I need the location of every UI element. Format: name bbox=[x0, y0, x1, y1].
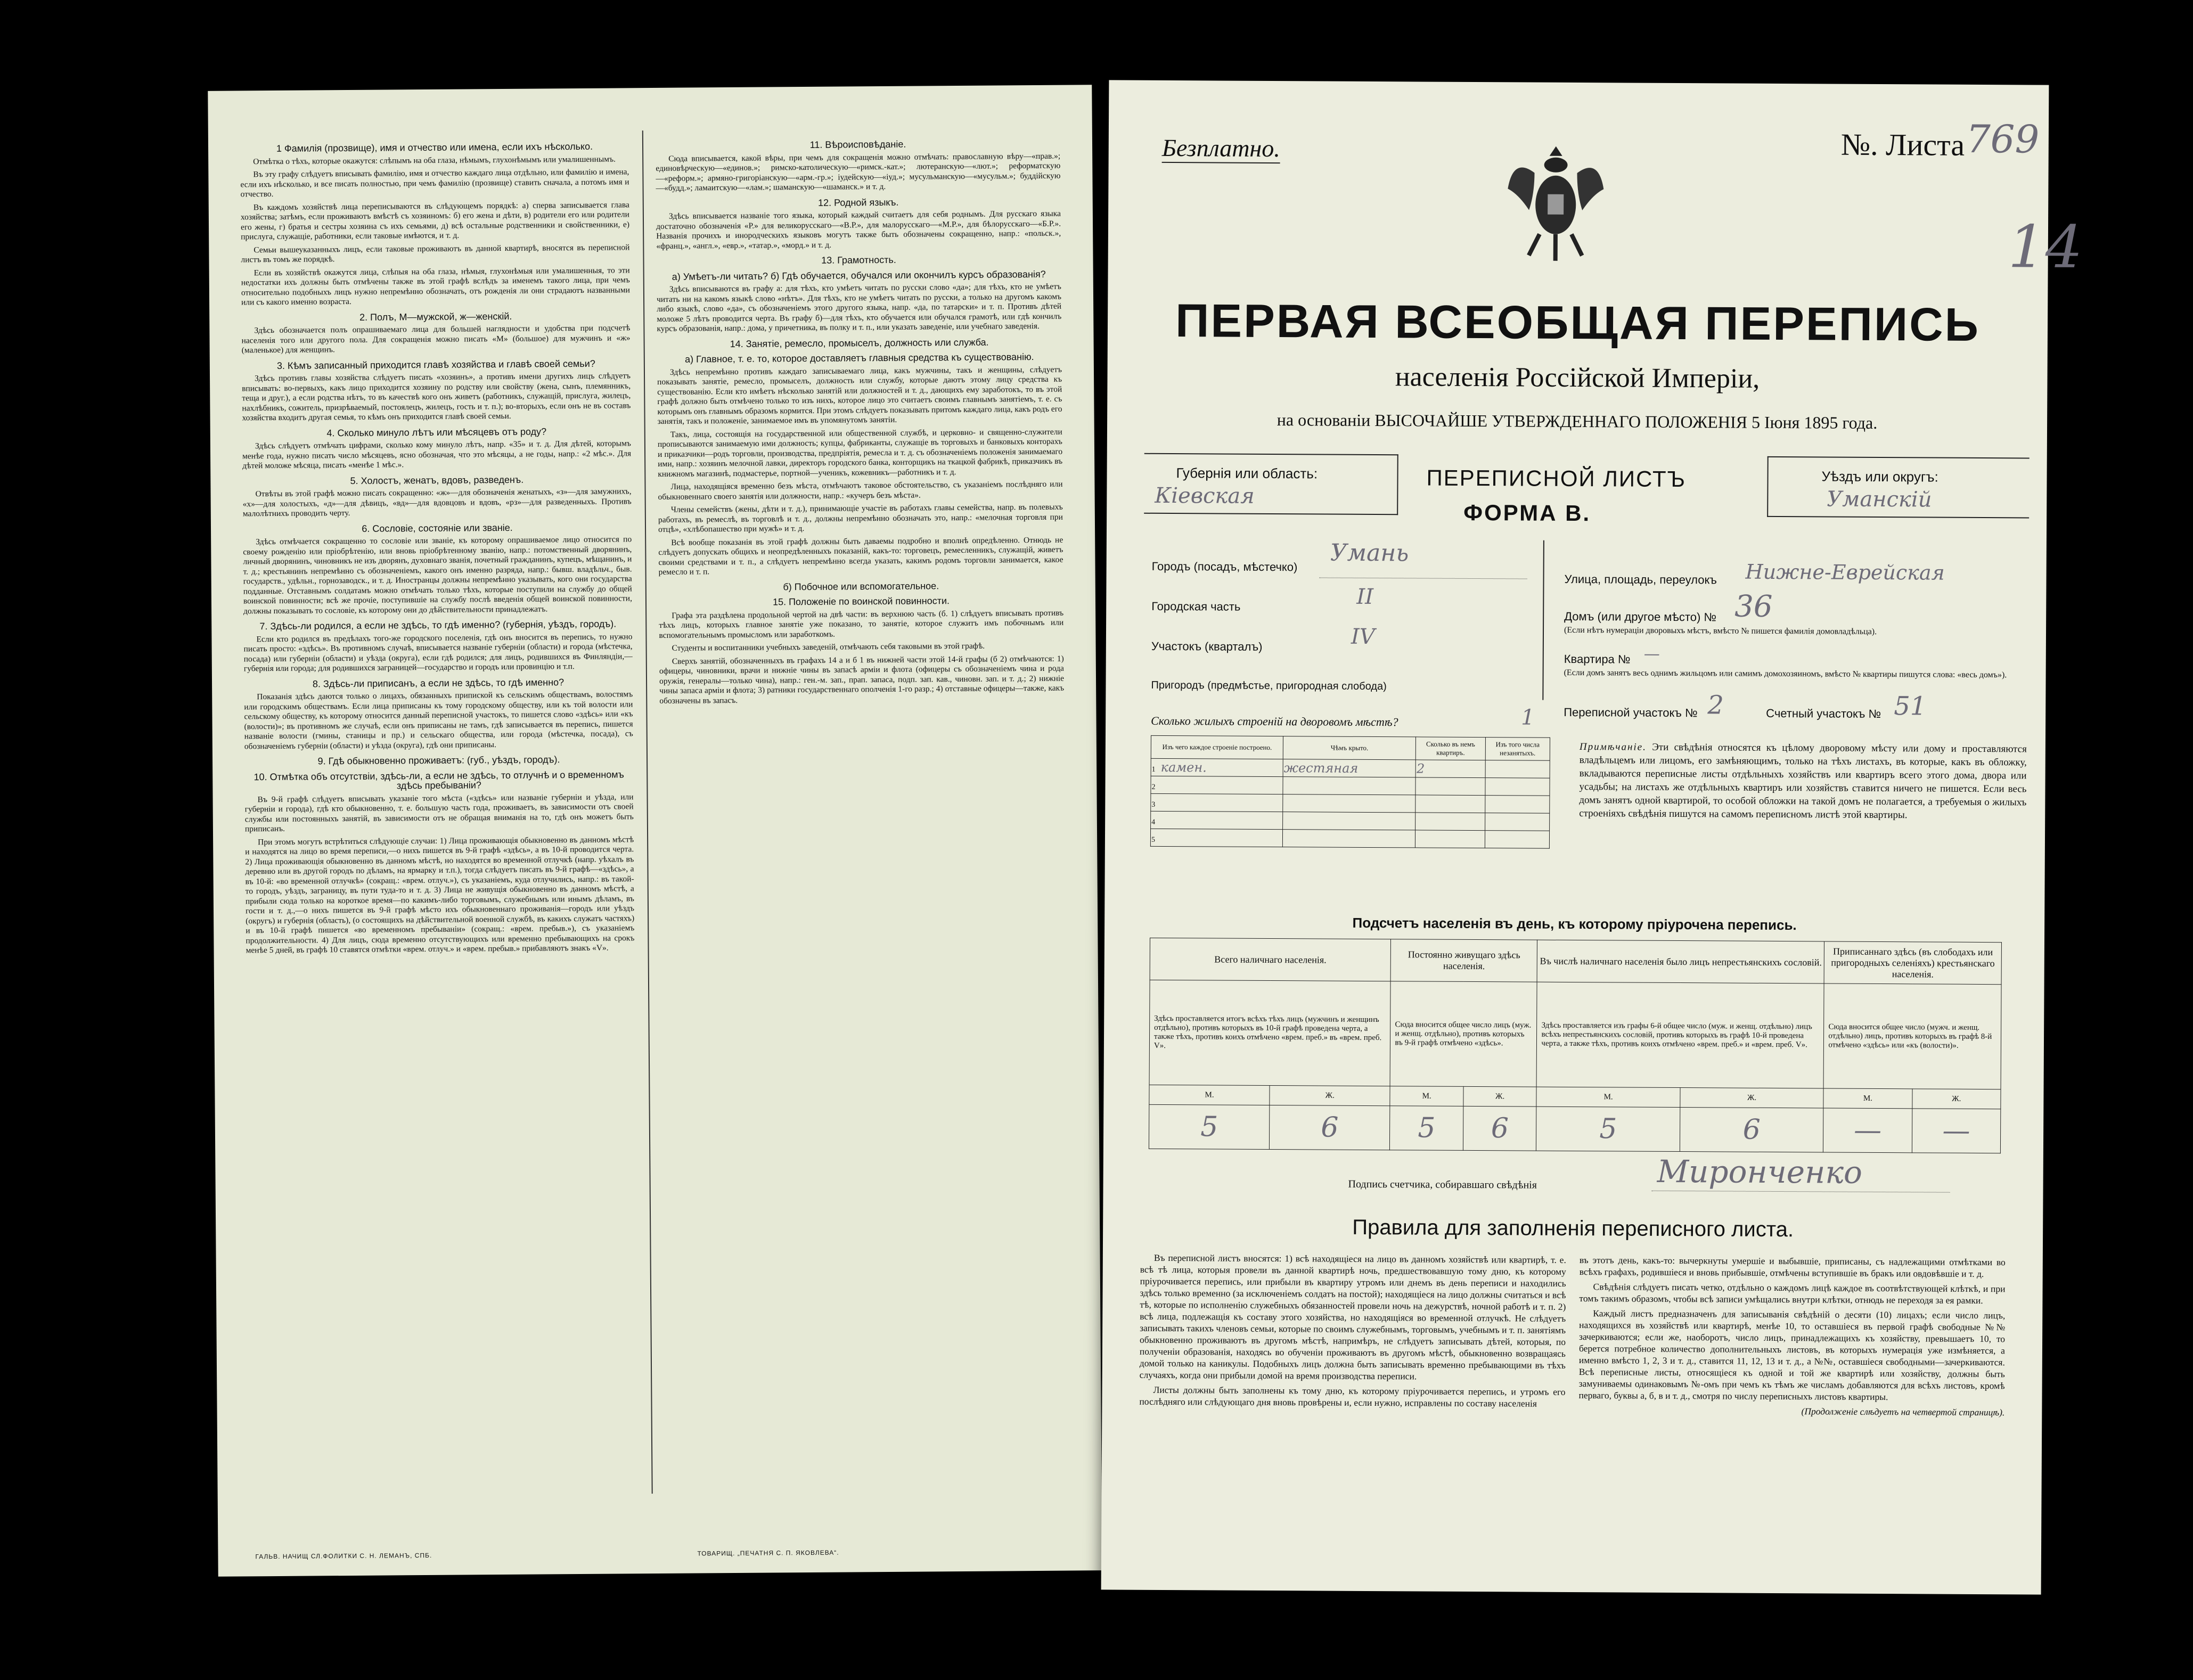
instruction-paragraph: Сюда вписывается, какой вѣры, при чемъ для сокращенія можно отмѣчать: православную вѣру—«прав.»; единовѣрческую—«единов.»; римско-католическую—«римск.-кат.»; лютеранскую—«лют.»; реформатскую—«реформ.»; армяно-григоріанскую—«арм.-гр.»; іудейскую—«іуд.»; мусульманскую—«мусульм.»; буддійскую—«будд.»; ламаитскую—«лам.»; шаманскую—«шаманск.» и т. д. bbox=[656, 151, 1061, 193]
row-number: 4 bbox=[1151, 818, 1156, 826]
buildings-cell-value: 2 bbox=[1416, 761, 1425, 776]
buildings-cell bbox=[1485, 796, 1550, 814]
buildings-row bbox=[1151, 811, 1550, 831]
buildings-cell bbox=[1283, 759, 1415, 777]
rules-continuation: (Продолженіе слѣдуетъ на четвертой страницѣ). bbox=[1801, 1406, 2005, 1418]
census-subtitle: населенія Россійской Имперіи, bbox=[1395, 362, 1760, 394]
sex-column-label: М. bbox=[1536, 1087, 1680, 1107]
count-column-description: Сюда вносится общее число лицъ (муж. и женщ. отдѣльно), противъ которыхъ въ 9-й графѣ отмѣчено «здѣсь». bbox=[1390, 981, 1537, 1087]
instruction-heading: 8. Здѣсь-ли приписанъ, а если не здѣсь, то гдѣ именно? bbox=[312, 676, 564, 689]
buildings-cell-value: камен. bbox=[1160, 759, 1207, 775]
buildings-cell bbox=[1283, 794, 1415, 813]
buildings-col-apartments: Сколько въ немъ квартиръ. bbox=[1416, 737, 1486, 760]
prigorod-label: Пригородъ (предмѣстье, пригородная слобода) bbox=[1151, 679, 1387, 693]
population-count-table bbox=[1149, 938, 2002, 1153]
census-area-value: 2 bbox=[1707, 690, 1724, 720]
instruction-paragraph: Здѣсь слѣдуетъ отмѣчать цифрами, сколько кому минуло лѣтъ, напр. «35» и т. д. Для дѣтей, которымъ менѣе года, нужно писать число мѣсяцевъ, ясно обозначая, что это мѣсяцы, а не годы, напр.: «2 мѣс.». Для дѣтей моложе мѣсяца, писать «менѣе 1 мѣс.». bbox=[242, 439, 632, 471]
street-label: Улица, площадь, переулокъ bbox=[1564, 572, 1717, 587]
instruction-heading: б) Побочное или вспомогательное. bbox=[783, 580, 939, 592]
instruction-heading: 10. Отмѣтка объ отсутствіи, здѣсь-ли, а если не здѣсь, то отлучнѣ и о временномъ здѣсь пребываніи? bbox=[253, 768, 624, 791]
buildings-note-text: Эти свѣдѣнія относятся къ цѣлому дворовому мѣсту или дому и проставляются владѣльцемъ или лицомъ, его замѣняющимъ, только на тѣхъ листахъ, въ которые, какъ въ обложку, вкладываются переписные листы отдѣльныхъ хозяйствъ или квартиръ всего этого дома, двора или усадьбы; на листахъ же отдѣльныхъ квартиръ или хозяйствъ ставится ничего не пишется. Если весь домъ занятъ одной квартирой, то особой обложки на такой домъ не полагается, а требуемыя о жилыхъ строеніяхъ свѣдѣнія пишутся на самомъ переписномъ листѣ этой квартиры. bbox=[1579, 741, 2027, 821]
count-value: — bbox=[1823, 1108, 1912, 1153]
buildings-cell bbox=[1151, 793, 1283, 812]
instructions-column-2 bbox=[656, 133, 1065, 709]
instructions-column-1 bbox=[240, 136, 635, 959]
form-title: ФОРМА В. bbox=[1463, 499, 1591, 526]
buildings-note bbox=[1579, 740, 2027, 822]
buildings-cell bbox=[1415, 760, 1485, 778]
count-title: Подсчетъ населенія въ день, къ которому пріурочена перепись. bbox=[1352, 914, 1797, 933]
buildings-label: Сколько жилыхъ строеній на дворовомъ мѣстѣ? bbox=[1151, 714, 1398, 729]
instruction-paragraph: Лица, находящіяся временно безъ мѣста, отмѣчаютъ таковое обстоятельство, съ указаніемъ послѣдняго или обыкновеннаго своего занятія или должности, напр.: «кучеръ безъ мѣста». bbox=[658, 479, 1063, 502]
rules-column-2 bbox=[1578, 1254, 2006, 1418]
row-number: 3 bbox=[1151, 800, 1156, 809]
count-value: 5 bbox=[1390, 1106, 1463, 1151]
count-column-header: Всего наличнаго населенія. bbox=[1150, 938, 1391, 981]
count-column-description: Здѣсь проставляется изъ графы 6-й общее число (муж. и женщ. отдѣльно) лицъ всѣхъ непрестьянскихъ сословій, противъ которыхъ въ графѣ 10-й проведена черта, а также тѣхъ, противъ коихъ отмѣчено «врем. преб.» и «врем. преб. V». bbox=[1537, 982, 1824, 1088]
buildings-cell bbox=[1415, 795, 1485, 813]
instruction-heading: а) Главное, т. е. то, которое доставляетъ главныя средства къ существованію. bbox=[684, 351, 1034, 365]
buildings-cell bbox=[1415, 777, 1485, 796]
row-number: 1 bbox=[1151, 765, 1156, 774]
instruction-heading: 9. Гдѣ обыкновенно проживаетъ: (губ., уѣздъ, городъ). bbox=[317, 754, 560, 767]
uchastok-label: Участокъ (кварталъ) bbox=[1151, 639, 1263, 653]
buildings-cell bbox=[1151, 776, 1283, 794]
instruction-heading: а) Умѣетъ-ли читать? б) Гдѣ обучается, обучался или окончилъ курсъ образованія? bbox=[672, 268, 1046, 282]
instruction-paragraph: Здѣсь непремѣнно противъ каждаго записываемаго лица, какъ мужчины, такъ и женщины, слѣдуетъ показывать занятіе, ремесло, промыселъ, должность или службу, которые даютъ этому лицу средства къ существованію. Если кто имѣетъ нѣсколько занятій или должностей и т. д., дающихъ ему заработокъ, то въ этой графѣ должно быть отмѣчено только то изъ нихъ, которое лицо это считаетъ своимъ главнымъ занятіемъ, т. е. съ которымъ онъ главнымъ образомъ кормится. При этомъ слѣдуетъ показывать притомъ каждаго лица, какъ родъ его занятія, такъ и положеніе, занимаемое имъ въ упомянутомъ занятіи. bbox=[657, 365, 1062, 426]
rules-paragraph: Листы должны быть заполнены къ тому дню, къ которому пріурочивается перепись, и утромъ его послѣдняго или слѣдующаго дня вновь провѣрены и, если нужно, исправлены по составу населенія bbox=[1139, 1384, 1566, 1409]
instruction-heading: 11. Вѣроисповѣданіе. bbox=[809, 138, 906, 150]
instruction-heading: 4. Сколько минуло лѣтъ или мѣсяцевъ отъ роду? bbox=[326, 425, 547, 438]
instruction-paragraph: Всѣ вообще показанія въ этой графѣ должны быть даваемы подробно и вполнѣ опредѣленно. Отнюдь не слѣдуетъ допускать общихъ и неопредѣленныхъ показаній, какъ-то: торговецъ, ремесленникъ, служащій, живетъ своими средствами и т. п., а слѣдуетъ непремѣнно всегда указать, какимъ родомъ торговли занимается, какое ремесло и т. п. bbox=[658, 535, 1063, 577]
sheet-number-handwritten: 769 bbox=[1966, 116, 2040, 162]
gubernia-value: Кіевская bbox=[1155, 483, 1255, 509]
sex-column-label: Ж. bbox=[1270, 1086, 1390, 1106]
signature-value: Миронченко bbox=[1657, 1153, 1863, 1191]
count-value: 5 bbox=[1536, 1107, 1680, 1151]
sheet-number-label: №. Листа bbox=[1840, 127, 1965, 162]
instruction-paragraph: Такъ, лица, состоящія на государственной или общественной службѣ, и церковно- и священно-служители прописываются занимаемую ими должность; купцы, фабриканты, служащіе въ торговыхъ и банковыхъ конторахъ и приказчики—родъ торговли, производства, предпріятія, ремесла и т. д. съ обозначеніемъ положенія занимаемаго ими, напр.: хозяинъ мелочной лавки, директоръ городского банка, конторщикъ на ткацкой фабрикѣ, приказчикъ въ книжномъ магазинѣ, подмастерье, портной—ученикъ, кожевникъ—работникъ и т. д. bbox=[657, 427, 1063, 479]
buildings-cell bbox=[1415, 830, 1485, 848]
census-area-label: Переписной участокъ № bbox=[1564, 705, 1698, 720]
instruction-heading: 13. Грамотность. bbox=[821, 254, 896, 266]
buildings-cell-value: жестяная bbox=[1283, 760, 1359, 776]
count-column-description: Сюда вносится общее число (мужч. и женщ. отдѣльно) лицъ, противъ которыхъ въ графѣ 8-й отмѣчено «здѣсь» или «къ (волости)». bbox=[1823, 984, 2001, 1089]
city-line bbox=[1320, 577, 1527, 579]
city-value: Умань bbox=[1330, 539, 1409, 567]
count-value: 6 bbox=[1680, 1108, 1823, 1152]
instruction-paragraph: Отвѣты въ этой графѣ можно писать сокращенно: «ж»—для обозначенія женатыхъ, «з»—для замужнихъ, «х»—для холостыхъ, «д»—для дѣвицъ, «вд»—для вдовцовъ и вдовъ, «рз»—для разведенныхъ. Противъ малолѣтнихъ проводить черту. bbox=[242, 487, 632, 519]
instruction-heading: 7. Здѣсь-ли родился, а если не здѣсь, то гдѣ именно? (губернія, уѣздъ, городъ). bbox=[259, 618, 617, 632]
house-label: Домъ (или другое мѣсто) № bbox=[1564, 609, 1717, 624]
count-value: 5 bbox=[1149, 1104, 1270, 1149]
uezd-label: Уѣздъ или округъ: bbox=[1821, 468, 1938, 485]
right-page-census-form bbox=[1101, 80, 2083, 1594]
rules-paragraph: въ этотъ день, какъ-то: вычеркнуты умершіе и выбывшіе, приписаны, съ надлежащими отмѣтками во всѣхъ графахъ, родившіеся и вновь прибывшіе, отмѣчены вступившіе въ бракъ или овдовѣвшіе и т. д. bbox=[1579, 1255, 2006, 1280]
instruction-heading: 6. Сословіе, состояніе или званіе. bbox=[362, 522, 513, 534]
rules-paragraph: Свѣдѣнія слѣдуетъ писать четко, отдѣльно о каждомъ лицѣ каждое въ соотвѣтствующей клѣткѣ, и при томъ такимъ образомъ, чтобы всѣ записи умѣщались внутри клѣтки, отнюдь не переходя за ея рамки. bbox=[1579, 1281, 2006, 1306]
instruction-heading: 14. Занятіе, ремесло, промыселъ, должность или служба. bbox=[730, 337, 989, 349]
buildings-cell bbox=[1485, 813, 1549, 831]
buildings-col-vacant: Изъ того числа незанятыхъ. bbox=[1485, 737, 1550, 761]
count-value: 6 bbox=[1270, 1105, 1390, 1150]
buildings-row bbox=[1151, 793, 1550, 813]
address-divider bbox=[1542, 540, 1544, 700]
count-value: 6 bbox=[1463, 1106, 1536, 1151]
buildings-row bbox=[1151, 776, 1550, 796]
imperial-eagle-emblem bbox=[1502, 135, 1609, 269]
count-area-value: 51 bbox=[1894, 691, 1927, 722]
instruction-paragraph: Если въ хозяйствѣ окажутся лица, слѣпыя на оба глаза, нѣмыя, глухонѣмыя или умалишенныя, то эти недостатки ихъ должны быть отмѣчены также въ этой графѣ вслѣдъ за именемъ такого лица, при чемъ относительно подобныхъ лицъ нужно непремѣнно обозначать, отъ рожденія ли они страдаютъ названными или съ какого именно возраста. bbox=[241, 265, 630, 307]
buildings-cell bbox=[1415, 813, 1485, 831]
buildings-cell bbox=[1485, 831, 1549, 849]
sex-column-label: Ж. bbox=[1912, 1089, 2001, 1109]
printer-footer-right: ТОВАРИЩ. „ПЕЧАТНЯ С. П. ЯКОВЛЕВА“. bbox=[697, 1548, 839, 1558]
uezd-value: Уманскій bbox=[1827, 487, 1932, 512]
uchastok-value: IV bbox=[1351, 624, 1375, 650]
buildings-cell bbox=[1151, 811, 1283, 829]
instruction-paragraph: Здѣсь обозначается полъ опрашиваемаго лица для большей наглядности и удобства при подсчетѣ населенія того или другого пола. Для сокращенія можно писать «М» (большое) для мужчинъ и «ж» (маленькое) для женщинъ. bbox=[241, 323, 631, 355]
city-label: Городъ (посадъ, мѣстечко) bbox=[1151, 559, 1298, 574]
instruction-paragraph: Студенты и воспитанники учебныхъ заведеній, отмѣчають себя таковыми въ этой графѣ. bbox=[672, 641, 985, 653]
city-part-value: II bbox=[1356, 584, 1374, 610]
buildings-col-roof: Чѣмъ крыто. bbox=[1283, 736, 1416, 760]
house-note: (Если нѣтъ нумераціи дворовыхъ мѣстъ, вмѣсто № пишется фамилія домовладѣльца). bbox=[1564, 625, 1877, 636]
instruction-paragraph: Если кто родился въ предѣлахъ того-же городского поселенія, гдѣ онъ вносится въ перепись, то нужно писать просто: «здѣсь». Въ противномъ случаѣ, вписывается названіе губерніи (области) и города (мѣстечка, посада) или губерніи (области) и уѣзда (округа), если гдѣ родился; для лицъ, родившихся въ Финляндіи,—губернія или города; для родившихся заграницей—государство и городъ или провинцію и т.п. bbox=[243, 632, 633, 674]
buildings-table bbox=[1150, 735, 1550, 849]
rules-column-1 bbox=[1139, 1252, 1566, 1409]
census-legal-basis: на основаніи ВЫСОЧАЙШЕ УТВЕРЖДЕННАГО ПОЛОЖЕНІЯ 5 Іюня 1895 года. bbox=[1276, 410, 1878, 432]
instruction-paragraph: Показанія здѣсь даются только о лицахъ, обязанныхъ припиской къ сельскимъ обществамъ, волостямъ или городскимъ обществамъ. Если лица приписаны къ тому городскому обществу, или къ той волости или сельскому обществу, къ которому относится данный переписной участокъ, то пишется слово «здѣсь» или «къ (волости)»; въ противномъ же случаѣ, если онъ приписаны не тамъ, гдѣ записывается въ перепись, пишется названіе волости (гмины, станицы и пр.) и сельскаго общества, или города (мѣстечка, посада), съ обозначеніемъ губерніи (области) и уѣзда (округа), гдѣ они приписаны. bbox=[244, 690, 633, 751]
city-part-label: Городская часть bbox=[1151, 599, 1241, 613]
instruction-heading: 12. Родной языкъ. bbox=[817, 196, 899, 208]
buildings-cell bbox=[1150, 829, 1282, 847]
rules-paragraph: Каждый листъ предназначенъ для записыванія свѣдѣній о десяти (10) лицахъ; если число лицъ, находящихся въ хозяйствѣ или квартирѣ, менѣе 10, то оставшіеся въ первой графѣ свободные №№ зачеркиваются; если же, наоборотъ, число лицъ, принадлежащихъ къ хозяйству, превышаетъ 10, то берется потребное количество дополнительныхъ листовъ, въ которыхъ нумерація уже измѣняется, а именно вмѣсто 1, 2, 3 и т. д., ставится 11, 12, 13 и т. д., а №№, оставшіеся свободными—зачеркиваются. Всѣ переписные листы, относящіеся къ одной и той же квартирѣ или хозяйству, должны быть замуниваемы одинаковымъ №-омъ при чемъ къ тѣмъ же числамъ добавляются для всѣхъ листовъ, кромѣ перваго, буквы а, б, в и т. д., смотря по числу переписныхъ листовъ квартиры. bbox=[1578, 1308, 2006, 1403]
buildings-cell bbox=[1485, 760, 1550, 778]
count-value: — bbox=[1912, 1109, 2001, 1153]
count-column-header: Постоянно живущаго здѣсь населенія. bbox=[1391, 939, 1537, 982]
instruction-heading: 1 Фамилія (прозвище), имя и отчество или имена, если ихъ нѣсколько. bbox=[276, 141, 593, 154]
instruction-paragraph: Сверхъ занятій, обозначенныхъ въ графахъ 14 а и б 1 въ нижней части этой 14-й графы (б 2) отмѣчаются: 1) офицеры, чиновники, врачи и нижніе чины въ запасѣ арміи и флота (офицеры съ обозначеніемъ чина и рода оружія, генералы—только чина), напр.: ген.-м. зап., прап. запаса, подп. зап. кав., чиновн. зап. и т. д.; 2) нижніе чины запаса арміи и флота; 3) ратники государственнаго ополченія 1-го разр.; 4) отставные офицеры—также, какъ обозначены въ запасъ. bbox=[659, 654, 1065, 706]
instruction-paragraph: Въ каждомъ хозяйствѣ лица переписываются въ слѣдующемъ порядкѣ: а) сперва записывается глава хозяйства; затѣмъ, если проживаютъ вмѣстѣ съ хозяиномъ: б) его жена и дѣти, в) родители его или родители его жены, г) братья и сестры хозяина съ ихъ семьями, д) всѣ остальные родственники и свойственники, е) прислуга, служащіе, работники, если таковые имѣются, и т. д. bbox=[240, 200, 630, 242]
instruction-paragraph: Здѣсь противъ главы хозяйства слѣдуетъ писать «хозяинъ», а противъ имени другихъ лицъ слѣдуетъ вписывать: во-первыхъ, какъ лицо приходится хозяину по родству или свойству (жена, сынъ, племянникъ, теща и друг.), а если родства нѣтъ, то въ качествѣ кого онъ живетъ (работникъ, служащій, прислуга, жилецъ, нахлѣбникъ, сожитель, призрѣваемый, постоялецъ, жилецъ, гость и т. п.); во-вторыхъ, если онъ не въ составъ хозяйства входитъ другая семья, то кѣмъ онъ приходится главѣ своей семьи. bbox=[242, 371, 631, 423]
gubernia-box bbox=[1144, 453, 1398, 515]
sheet-title: ПЕРЕПИСНОЙ ЛИСТЪ bbox=[1426, 465, 1687, 492]
uezd-box bbox=[1767, 456, 2030, 519]
sex-column-label: М. bbox=[1149, 1085, 1270, 1105]
census-title: ПЕРВАЯ ВСЕОБЩАЯ ПЕРЕПИСЬ bbox=[1175, 294, 1981, 351]
instruction-paragraph: Здѣсь отмѣчается сокращенно то сословіе или званіе, къ которому опрашиваемое лицо относится по своему рожденію или пріобрѣтенію, или вновь пріобрѣтенному званію, напр.: потомственный дворянинъ, личный дворянинъ, чиновникъ не изъ дворянъ, духовнаго званія, почетный гражданинъ, купецъ, мѣщанинъ, и т. д.; крестьянинъ непремѣнно съ обозначеніемъ, какого онъ именно разряда, напр.: бывш. владѣльч., быв. государств., удѣльн., горнозаводск., и т. д. Иностранцы должны непремѣнно указывать, кого они государства подданные. Отставнымъ солдатамъ можно отмѣчать только тѣхъ, которые поступили на службу до общей воинской повинности; всѣ же прочіе, поступившіе на службу послѣ введенія общей воинской повинности, должны показывать то сословіе, къ которому они до дѣйствительности принадлежатъ. bbox=[243, 535, 633, 616]
apartment-label: Квартира № bbox=[1564, 652, 1631, 666]
buildings-cell bbox=[1283, 777, 1415, 795]
sex-column-label: Ж. bbox=[1463, 1086, 1537, 1107]
buildings-cell bbox=[1282, 830, 1415, 848]
apartment-value: — bbox=[1643, 644, 1660, 663]
buildings-row bbox=[1151, 758, 1550, 778]
sex-column-label: М. bbox=[1390, 1086, 1463, 1107]
instruction-heading: 2. Полъ, М—мужской, ж—женскій. bbox=[359, 310, 512, 323]
buildings-col-material: Изъ чего каждое строеніе построено. bbox=[1151, 735, 1283, 759]
row-number: 5 bbox=[1151, 835, 1156, 844]
instruction-paragraph: Здѣсь вписываются въ графу а: для тѣхъ, кто умѣетъ читать по русски слово «да»; для тѣхъ, кто не умѣетъ читать ни на какомъ языкѣ слово «нѣтъ». Для тѣхъ, кто не умѣетъ читать по русски, а только на другомъ какомъ либо языкѣ, слово «да», съ обозначеніемъ этого другого языка, напр. «да, по татарски» и т. п. Противъ дѣтей моложе 5 лѣтъ проводится черта. Въ графу б)—для тѣхъ, кто обучается или обучался грамотѣ, или гдѣ кончилъ курсъ образованія, напр.: дома, у причетника, въ полку и т. п., или указать заведеніе, или учебнаго заведенія. bbox=[656, 282, 1062, 333]
street-value: Нижне-Еврейская bbox=[1745, 560, 1945, 585]
instruction-paragraph: Въ 9-й графѣ слѣдуетъ вписывать указаніе того мѣста («здѣсь» или названіе губерніи и уѣзда, или губерніи и города), гдѣ кто обыкновенно, т. е. большую часть года, проживаетъ, въ зависимости отъ своей службы или постоянныхъ занятій, въ зависимости отъ не обращая вниманія на то, гдѣ онъ можетъ быть приписанъ. bbox=[244, 792, 634, 834]
row-number: 2 bbox=[1151, 783, 1156, 791]
instruction-heading: 3. Кѣмъ записанный приходится главѣ хозяйства и главѣ своей семьи? bbox=[276, 358, 595, 371]
count-column-header: Въ числѣ наличнаго населенія было лицъ непрестьянскихъ сословій. bbox=[1537, 940, 1824, 984]
buildings-cell bbox=[1485, 778, 1550, 796]
buildings-row bbox=[1150, 829, 1549, 848]
header-box bbox=[1144, 453, 2028, 564]
instruction-paragraph: Здѣсь вписывается названіе того языка, который каждый считаетъ для себя роднымъ. Для русскаго языка достаточно обозначенія «Р.» для великорусскаго—«В.Р.», для малорусскаго—«М.Р.», для бѣлорусскаго—«Б.Р.». Названія прочихъ и инородческихъ языковъ могутъ также быть обозначены сокращенно, напр.: «польск.», «франц.», «англ.», «евр.», «татар.», «морд.» и т. д. bbox=[656, 209, 1061, 251]
instruction-paragraph: Отмѣтка о тѣхъ, которые окажутся: слѣпымъ на оба глаза, нѣмымъ, глухонѣмымъ или умалишеннымъ. bbox=[253, 154, 616, 166]
rules-title: Правила для заполненія переписного листа. bbox=[1352, 1215, 1794, 1242]
instruction-paragraph: Въ эту графу слѣдуетъ вписывать фамилію, имя и отчество каждаго лица отдѣльно, или фамилію и имена, если ихъ нѣсколько, и все писать полностью, при чемъ фамилію (прозвище) ставить сначала, а потомъ имя и отчество. bbox=[240, 167, 629, 199]
signature-label: Подпись счетчика, собиравшаго свѣдѣнія bbox=[1348, 1178, 1537, 1191]
buildings-cell bbox=[1151, 758, 1283, 776]
instruction-paragraph: При этомъ могутъ встрѣтиться слѣдующіе случаи: 1) Лица проживающія обыкновенно въ данномъ мѣстѣ и находятся на лицо во время переписи,—о нихъ пишется въ 9-й графѣ «здѣсь», а въ 10-й проводится черта. 2) Лица проживающія обыкновенно въ данномъ мѣстѣ, но находятся во временной отлучкѣ (напр. уѣхалъ въ деревню или въ другой городъ по дѣламъ, на ярмарку и т.п.), тогда слѣдуетъ писать въ 9-й графѣ—«здѣсь», а въ 10-й: «во временной отлучкѣ» (сокращ.: «врем. отлуч.»), съ указаніемъ, куда отлучились, напр.: въ такой-то городъ, уѣздъ, заграницу, въ пути туда-то и т. д. 3) Лица не живущія обыкновенно въ данномъ мѣстѣ, а прибыли сюда только на короткое время—по какимъ-либо торговымъ, служебнымъ или инымъ дѣламъ, въ гости и т. д.,—о нихъ пишется въ 9-й графѣ мѣсто ихъ обыкновеннаго проживанія—городъ или уѣздъ (округъ) и губернія (область), (о состоящихъ на дѣйствительной военной службѣ, въ какихъ служатъ частяхъ) и въ 10-й графѣ пишется «во временномъ пребываніи» (сокращ.: «врем. пребыв.»), съ указаніемъ продолжительности. 4) Для лицъ, сюда временно отсутствующихъ или временно пребывающихъ на срокъ менѣе 5 дней, въ графѣ 10 ставятся отмѣтки «врем. отлуч.» и «врем. пребыв.» прибавляютъ знакъ «V». bbox=[245, 834, 635, 955]
instruction-paragraph: Члены семействъ (жены, дѣти и т. д.), принимающіе участіе въ работахъ главы семейства, напр. въ полевыхъ работахъ, въ ремеслѣ, въ торговлѣ и т. д., должны непремѣнно обозначать это, напр.: «мелочная торговля при отцѣ», «хлѣбопашество при мужѣ» и т. д. bbox=[658, 502, 1063, 534]
rules-paragraph: Въ переписной листъ вносятся: 1) всѣ находящіеся на лицо въ данномъ хозяйствѣ или квартирѣ, т. е. всѣ тѣ лица, которыя провели въ данной квартирѣ ночь, предшествовавшую тому дню, къ которому пріурочивается перепись, или прибыли въ квартиру утромъ или днемъ въ день переписи и находились здѣсь только временно (за исключеніемъ солдатъ на постой); находящіеся на лицо должны считаться и всѣ тѣ, которые по исполненію служебныхъ обязанностей провели ночь на дежурствѣ, ночной работѣ и т. п. 2) всѣ лица, подлежащія къ составу этого хозяйства, но находящіяся во временной отлучкѣ. Не слѣдуетъ записывать такихъ членовъ семьи, которые по своимъ служебнымъ, торговымъ, учебнымъ и т. п. занятіямъ обыкновенно проживаютъ въ другомъ мѣстѣ, напримѣръ, не слѣдуетъ записывать дѣтей, которыя, по полученіи образованія, находясь во обученіи проживаютъ въ другомъ мѣстѣ, обыкновенно возвращаясь домой только на каникулы. Подобныхъ лицъ должна быть записывать временно пребывающими въ тѣхъ случаяхъ, когда они прибыли домой на время производства переписи. bbox=[1139, 1252, 1566, 1382]
left-page-instructions bbox=[208, 85, 1102, 1577]
handwritten-mark: 14 bbox=[2008, 212, 2083, 281]
buildings-value: 1 bbox=[1521, 705, 1535, 730]
sex-column-label: М. bbox=[1823, 1088, 1912, 1109]
buildings-cell bbox=[1283, 812, 1415, 830]
free-label: Безплатно. bbox=[1162, 134, 1280, 163]
buildings-note-title: Примѣчаніе. bbox=[1579, 741, 1647, 753]
house-value: 36 bbox=[1734, 589, 1773, 624]
column-divider bbox=[642, 130, 653, 1494]
count-column-description: Здѣсь проставляется итогъ всѣхъ тѣхъ лицъ (мужчинъ и женщинъ отдѣльно), противъ которыхъ въ 10-й графѣ проведена черта, а также тѣхъ, противъ коихъ отмѣчено «врем. преб.» въ «врем. преб. V». bbox=[1149, 980, 1390, 1086]
instruction-heading: 15. Положеніе по воинской повинности. bbox=[772, 595, 950, 608]
instruction-heading: 5. Холостъ, женатъ, вдовъ, разведенъ. bbox=[350, 474, 524, 486]
count-column-header: Приписаннаго здѣсь (въ слободахъ или пригородныхъ селеніяхъ) крестьянскаго населенія. bbox=[1824, 941, 2001, 985]
signature-line bbox=[1652, 1191, 1950, 1193]
printer-footer-left: ГАЛЬВ. НАЧИЩ СЛ.ФОЛИТКИ С. Н. ЛЕМАНЪ, СПБ. bbox=[255, 1551, 432, 1561]
apartment-note: (Если домъ занятъ весь однимъ жильцомъ или самимъ домохозяиномъ, вмѣсто № квартиры пишутся слова: «весь домъ»). bbox=[1564, 668, 2007, 680]
instruction-paragraph: Графа эта раздѣлена продольной чертой на двѣ части: въ верхнюю часть (б. 1) слѣдуетъ вписывать противъ тѣхъ лицъ, которыхъ главное занятіе уже показано, то занятіе, которое служитъ имъ побочнымъ или вспомогательнымъ промысломъ или заработкомъ. bbox=[659, 608, 1064, 640]
sex-column-label: Ж. bbox=[1680, 1088, 1824, 1108]
gubernia-label: Губернія или область: bbox=[1176, 465, 1318, 482]
count-area-label: Счетный участокъ № bbox=[1766, 706, 1881, 721]
instruction-paragraph: Семьи вышеуказанныхъ лицъ, если таковые проживаютъ въ данной квартирѣ, вносятся въ переписной листъ въ томъ же порядкѣ. bbox=[241, 242, 630, 265]
